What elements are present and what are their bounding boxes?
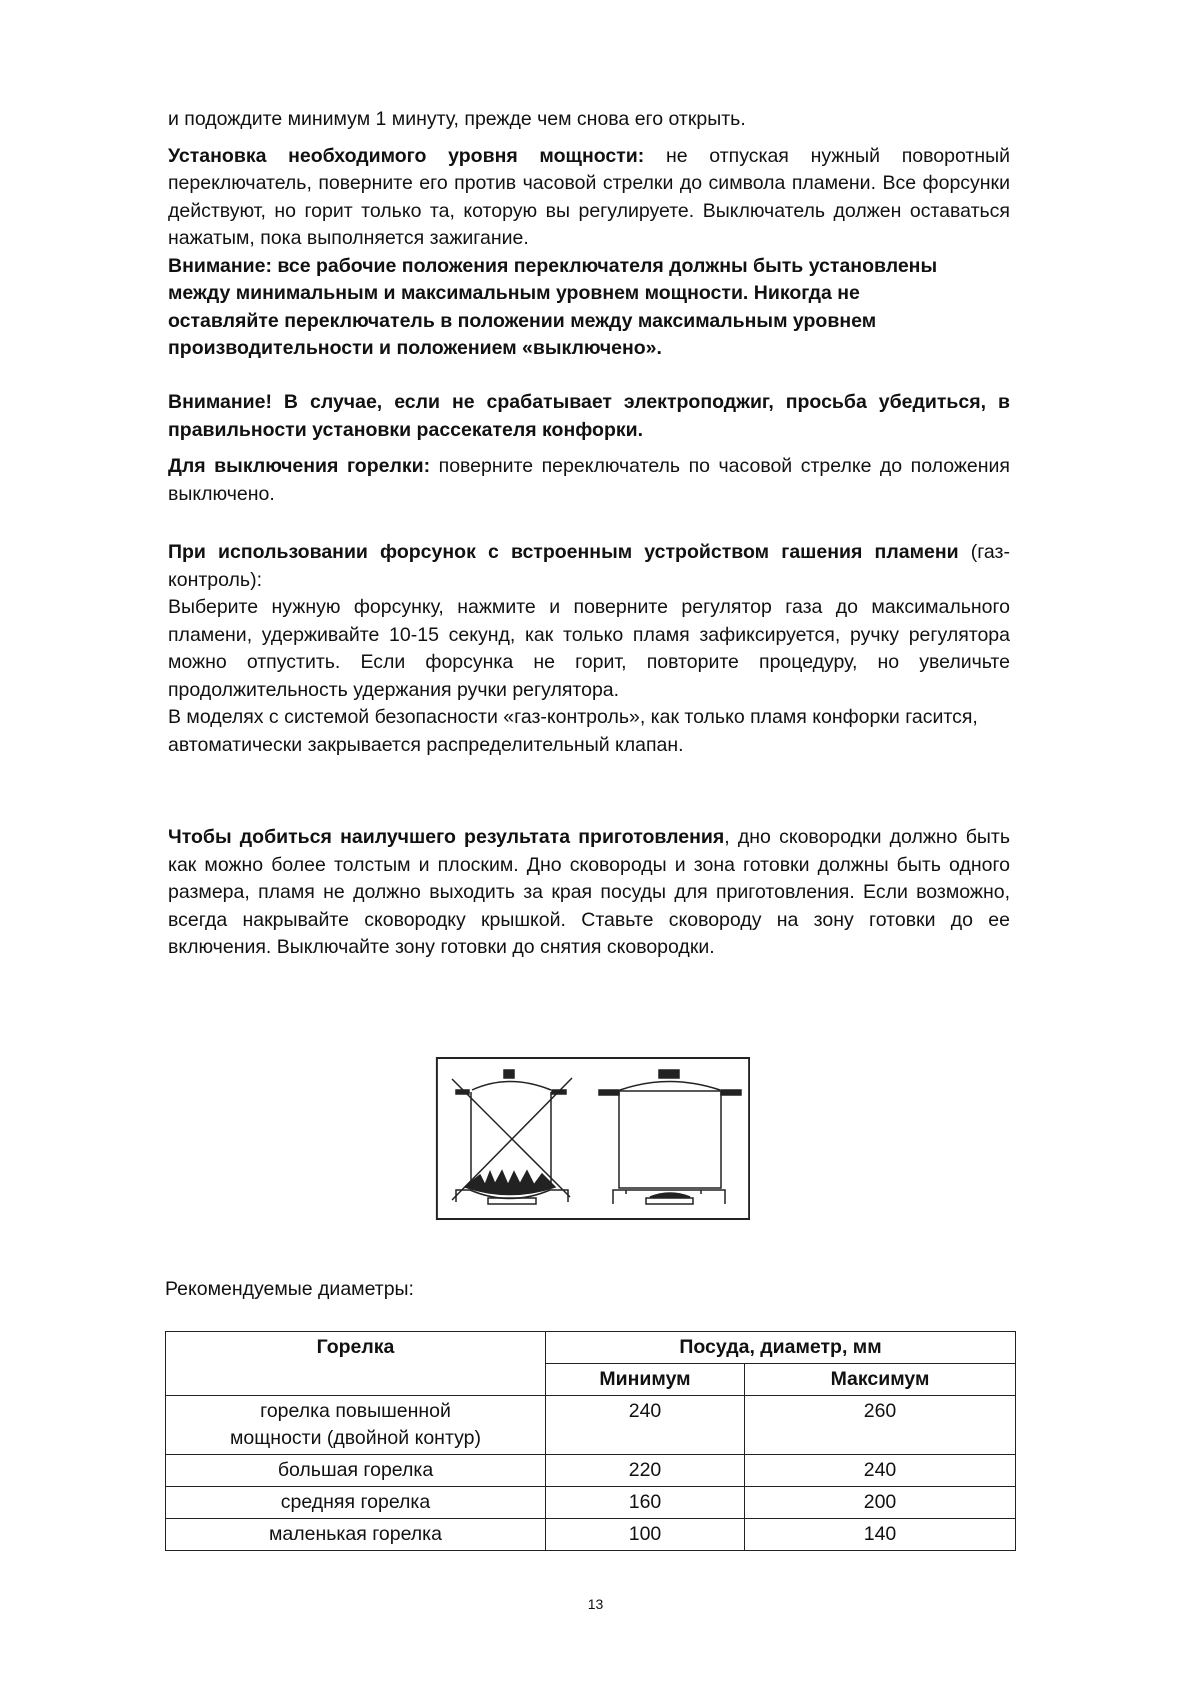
- power-level-heading: Установка необходимого уровня мощности:: [168, 144, 645, 167]
- warning-ignition: Внимание! В случае, если не срабатывает электроподжиг, просьба убедиться, в правильности установки рассекателя конфорки.: [168, 391, 1010, 441]
- burner-name: большая горелка: [166, 1455, 546, 1487]
- paragraph-gas-control-heading: [168, 539, 1010, 594]
- header-max: Максимум: [745, 1364, 1016, 1396]
- max-diameter: 260: [745, 1396, 1016, 1455]
- page-number: 13: [587, 1596, 604, 1612]
- min-diameter: 220: [546, 1455, 745, 1487]
- paragraph-gas-control-models: В моделях с системой безопасности «газ-контроль», как только пламя конфорки гасится, автоматически закрывается распределительный клапан.: [168, 706, 978, 756]
- turn-off-text: поверните переключатель по часовой стрелке до положения выключено.: [168, 455, 1010, 505]
- min-diameter: 100: [546, 1519, 745, 1551]
- cookware-illustration: [430, 1057, 750, 1222]
- paragraph-power-level: [168, 143, 1010, 253]
- power-level-text: не отпуская нужный поворотный переключатель, поверните его против часовой стрелки до символа пламени. Все форсунки действуют, но горит только та, которую вы регулируете. Выключатель должен оставаться нажатым, пока выполняется зажигание.: [168, 144, 1010, 249]
- paragraph-turn-off: [168, 453, 1010, 508]
- header-burner: Горелка: [166, 1332, 546, 1396]
- table-row: [166, 1487, 1016, 1519]
- table-row: [166, 1455, 1016, 1487]
- best-result-text: , дно сковородки должно быть как можно более толстым и плоским. Дно сковороды и зона готовки должны быть одного размера, пламя не должно выходить за края посуды для приготовления. Если возможно, всегда накрывайте сковородку крышкой. Ставьте сковороду на зону готовки до ее включения. Выключайте зону готовки до снятия сковородки.: [168, 826, 1010, 958]
- gas-control-suffix: (газ-контроль):: [168, 541, 1010, 591]
- burner-name: средняя горелка: [166, 1487, 546, 1519]
- max-diameter: 240: [745, 1455, 1016, 1487]
- header-diameter: Посуда, диаметр, мм: [546, 1332, 1016, 1364]
- max-diameter: 200: [745, 1487, 1016, 1519]
- header-min: Минимум: [546, 1364, 745, 1396]
- paragraph-gas-control-steps: Выберите нужную форсунку, нажмите и поверните регулятор газа до максимального пламени, удерживайте 10-15 секунд, как только пламя зафиксируется, ручку регулятора можно отпустить. Если форсунка не горит, повторите процедуру, но увеличьте продолжительность удержания ручки регулятора.: [168, 596, 1010, 701]
- correct-pot-icon: [599, 1070, 741, 1204]
- table-row: [166, 1519, 1016, 1551]
- text-block-2: [168, 389, 1010, 508]
- incorrect-pot-icon: [452, 1070, 572, 1204]
- best-result-heading: Чтобы добиться наилучшего результата приготовления: [168, 826, 725, 848]
- burner-name: горелка повышенной мощности (двойной контур): [166, 1396, 546, 1455]
- table-row: [166, 1396, 1016, 1455]
- diameters-table: [165, 1331, 1016, 1551]
- text-block-3: [168, 539, 1010, 759]
- min-diameter: 160: [546, 1487, 745, 1519]
- burner-name: маленькая горелка: [166, 1519, 546, 1551]
- gas-control-heading: При использовании форсунок с встроенным устройством гашения пламени: [168, 541, 959, 563]
- turn-off-heading: Для выключения горелки:: [168, 455, 431, 477]
- recommended-diameters-caption: Рекомендуемые диаметры:: [165, 1278, 414, 1300]
- paragraph-best-result: [168, 824, 1010, 962]
- warning-positions: Внимание: все рабочие положения переключателя должны быть установлены между минимальным и максимальным уровнем мощности. Никогда не оставляйте переключатель в положении между максимальным уровнем производительности и положением «выключено».: [168, 254, 938, 359]
- text-block-1: [168, 106, 1010, 363]
- min-diameter: 240: [546, 1396, 745, 1455]
- max-diameter: 140: [745, 1519, 1016, 1551]
- text-block-4: [168, 824, 1010, 962]
- paragraph-continuation: и подождите минимум 1 минуту, прежде чем снова его открыть.: [168, 108, 746, 130]
